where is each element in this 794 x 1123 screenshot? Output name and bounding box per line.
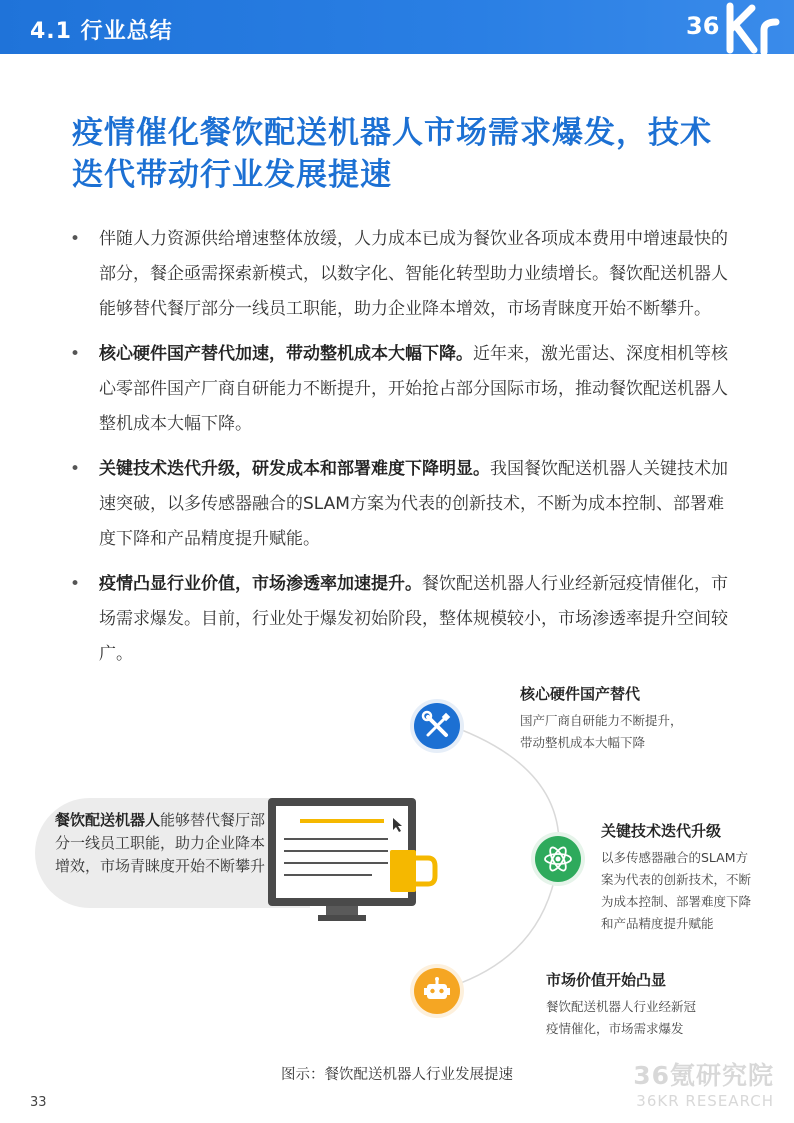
page-headline bbox=[72, 112, 752, 196]
development-diagram bbox=[0, 670, 794, 1050]
wrench-screwdriver-icon bbox=[414, 703, 460, 749]
node-title: 市场价值开始凸显 bbox=[546, 971, 667, 989]
bullet-text: 近年来，激光雷达、深度相机等核心零部件国产厂商自研能力不断提升，开始抢占部分国际市场，推动餐饮配送机器人整机成本大幅下降。 bbox=[99, 344, 728, 434]
bullet-dot: • bbox=[70, 574, 81, 594]
node-desc-line: 国产厂商自研能力不断提升， bbox=[520, 713, 683, 728]
header-bar bbox=[0, 0, 794, 54]
bullet-item bbox=[70, 567, 730, 672]
node-desc-line: 餐饮配送机器人行业经新冠 bbox=[546, 999, 697, 1014]
bullet-item bbox=[70, 452, 730, 557]
bullet-lead: 关键技术迭代升级，研发成本和部署难度下降明显。 bbox=[99, 459, 490, 479]
card-lead: 餐饮配送机器人 bbox=[55, 811, 161, 829]
headline-line-1: 疫情催化餐饮配送机器人市场需求爆发，技术 bbox=[72, 115, 712, 151]
figure-caption: 图示：餐饮配送机器人行业发展提速 bbox=[281, 1067, 513, 1083]
node-atom-circle bbox=[535, 836, 581, 882]
section-title: 4.1 行业总结 bbox=[30, 19, 173, 44]
bullet-text: 餐饮配送机器人行业经新冠疫情催化，市场需求爆发。目前，行业处于爆发初始阶段，整体规模较小，市场渗透率提升空间较广。 bbox=[99, 574, 728, 664]
bullet-dot: • bbox=[70, 459, 81, 479]
robot-icon bbox=[414, 968, 460, 1014]
node-desc-line: 为成本控制、部署难度下降 bbox=[601, 894, 752, 909]
summary-card-text bbox=[55, 809, 270, 878]
node-desc-line: 以多传感器融合的SLAM方 bbox=[601, 850, 749, 865]
node-title: 核心硬件国产替代 bbox=[520, 685, 641, 703]
node-desc-line: 带动整机成本大幅下降 bbox=[520, 735, 646, 750]
summary-bullet-list bbox=[70, 222, 730, 682]
node-desc-line: 疫情催化，市场需求爆发 bbox=[546, 1021, 684, 1036]
bullet-text: 我国餐饮配送机器人关键技术加速突破，以多传感器融合的SLAM方案为代表的创新技术，不断为成本控制、部署难度下降和产品精度提升赋能。 bbox=[99, 459, 728, 549]
node-title: 关键技术迭代升级 bbox=[601, 822, 722, 840]
monitor-illustration bbox=[268, 798, 443, 928]
bullet-item bbox=[70, 222, 730, 327]
svg-text:36: 36 bbox=[686, 12, 720, 40]
node-robot-circle bbox=[414, 968, 460, 1014]
watermark-line-1: 36氪研究院 bbox=[633, 1061, 774, 1090]
bullet-dot: • bbox=[70, 229, 81, 249]
36kr-logo bbox=[684, 0, 794, 54]
bullet-item bbox=[70, 337, 730, 442]
bullet-lead: 核心硬件国产替代加速，带动整机成本大幅下降。 bbox=[99, 344, 473, 364]
bullet-lead: 疫情凸显行业价值，市场渗透率加速提升。 bbox=[99, 574, 422, 594]
node-wrench-circle bbox=[414, 703, 460, 749]
watermark bbox=[633, 1056, 774, 1110]
bullet-dot: • bbox=[70, 344, 81, 364]
node-desc-line: 案为代表的创新技术，不断 bbox=[601, 872, 752, 887]
node-desc bbox=[520, 710, 683, 754]
page-number: 33 bbox=[30, 1095, 47, 1110]
node-desc bbox=[601, 847, 751, 935]
headline-line-2: 迭代带动行业发展提速 bbox=[72, 157, 392, 193]
node-desc bbox=[546, 996, 696, 1040]
bullet-text: 伴随人力资源供给增速整体放缓，人力成本已成为餐饮业各项成本费用中增速最快的部分，餐企亟需探索新模式，以数字化、智能化转型助力业绩增长。餐饮配送机器人能够替代餐厅部分一线员工职能，助力企业降本增效，市场青睐度开始不断攀升。 bbox=[99, 229, 728, 319]
card-body: 能够替代餐厅部分一线员工职能，助力企业降本增效，市场青睐度开始不断攀升 bbox=[55, 811, 266, 875]
node-desc-line: 和产品精度提升赋能 bbox=[601, 916, 714, 931]
atom-icon bbox=[535, 836, 581, 882]
watermark-line-2: 36KR RESEARCH bbox=[636, 1092, 774, 1110]
